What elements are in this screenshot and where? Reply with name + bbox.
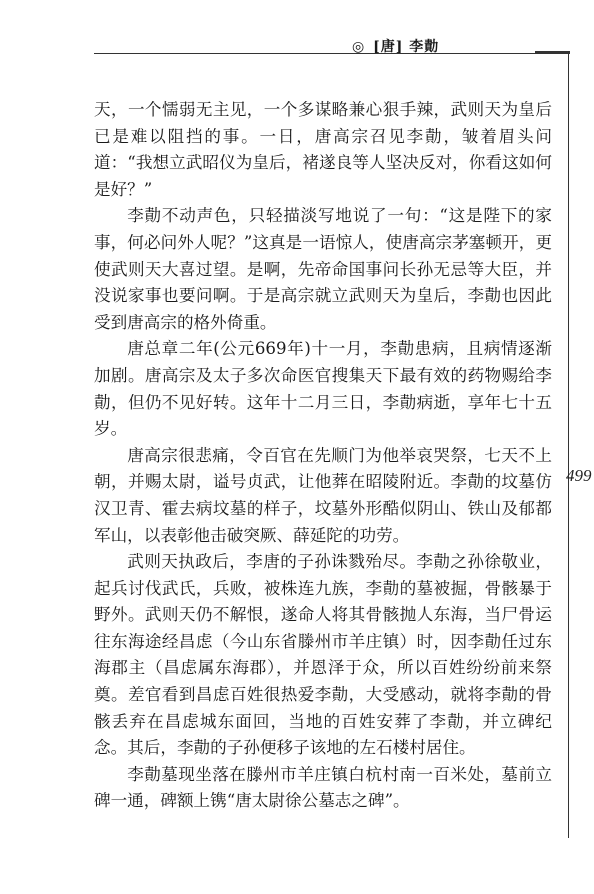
- header-rule: [94, 53, 570, 54]
- paragraph: 李勣不动声色，只轻描淡写地说了一句：“这是陛下的家事，何必问外人呢？”这真是一语惊人，使唐高宗茅塞顿开，更使武则天大喜过望。是啊，先帝命国事问长孙无忌等大臣，并没说家事也要问啊。于是高宗就立武则天为皇后，李勣也因此受到唐高宗的格外倚重。: [94, 206, 552, 332]
- paragraph: 李勣墓现坐落在滕州市羊庄镇白杭村南一百米处，墓前立碑一通，碑额上镌“唐太尉徐公墓志之碑”。: [94, 764, 552, 811]
- margin-rule: [568, 53, 569, 838]
- paragraph: 武则天执政后，李唐的子孙诛戮殆尽。李勣之孙徐敬业，起兵讨伐武氏，兵败，被株连九族，李勣的墓被掘，骨骸暴于野外。武则天仍不解恨，遂命人将其骨骸抛人东海，当尸骨运往东海途经昌虑（今山东省滕州市羊庄镇）时，因李勣任过东海郡主（昌虑属东海郡），并恩泽于众，所以百姓纷纷前来祭奠。差官看到昌虑百姓很热爱李勣，大受感动，就将李勣的骨骸丢弃在昌虑城东面回，当地的百姓安葬了李勣，并立碑纪念。其后，李勣的子孙便移子该地的左石楼村居住。: [94, 552, 552, 758]
- paragraph: 唐总章二年(公元669年)十一月，李勣患病，且病情逐渐加剧。唐高宗及太子多次命医官搜集天下最有效的药物赐给李勣，但仍不见好转。这年十二月三日，李勣病逝，享年七十五岁。: [94, 339, 552, 439]
- paragraph: 天，一个懦弱无主见，一个多谋略兼心狠手辣，武则天为皇后已是难以阻挡的事。一日，唐高宗召见李勣，皱着眉头问道：“我想立武昭仪为皇后，褚遂良等人坚决反对，你看这如何是好？”: [94, 100, 552, 199]
- chapter-title: [唐] 李勣: [373, 39, 440, 55]
- circle-mark-icon: ◎: [352, 39, 366, 55]
- paragraph: 唐高宗很悲痛，令百官在先顺门为他举哀哭祭，七天不上朝，并赐太尉，谥号贞武，让他葬在昭陵附近。李勣的坟墓仿汉卫青、霍去病坟墓的样子，坟墓外形酷似阴山、铁山及郁都军山，以表彰他击破突厥、薛延陀的功劳。: [94, 445, 552, 545]
- page-number: 499: [566, 466, 592, 485]
- header-rule-accent: [535, 51, 570, 54]
- body-text: [94, 97, 552, 815]
